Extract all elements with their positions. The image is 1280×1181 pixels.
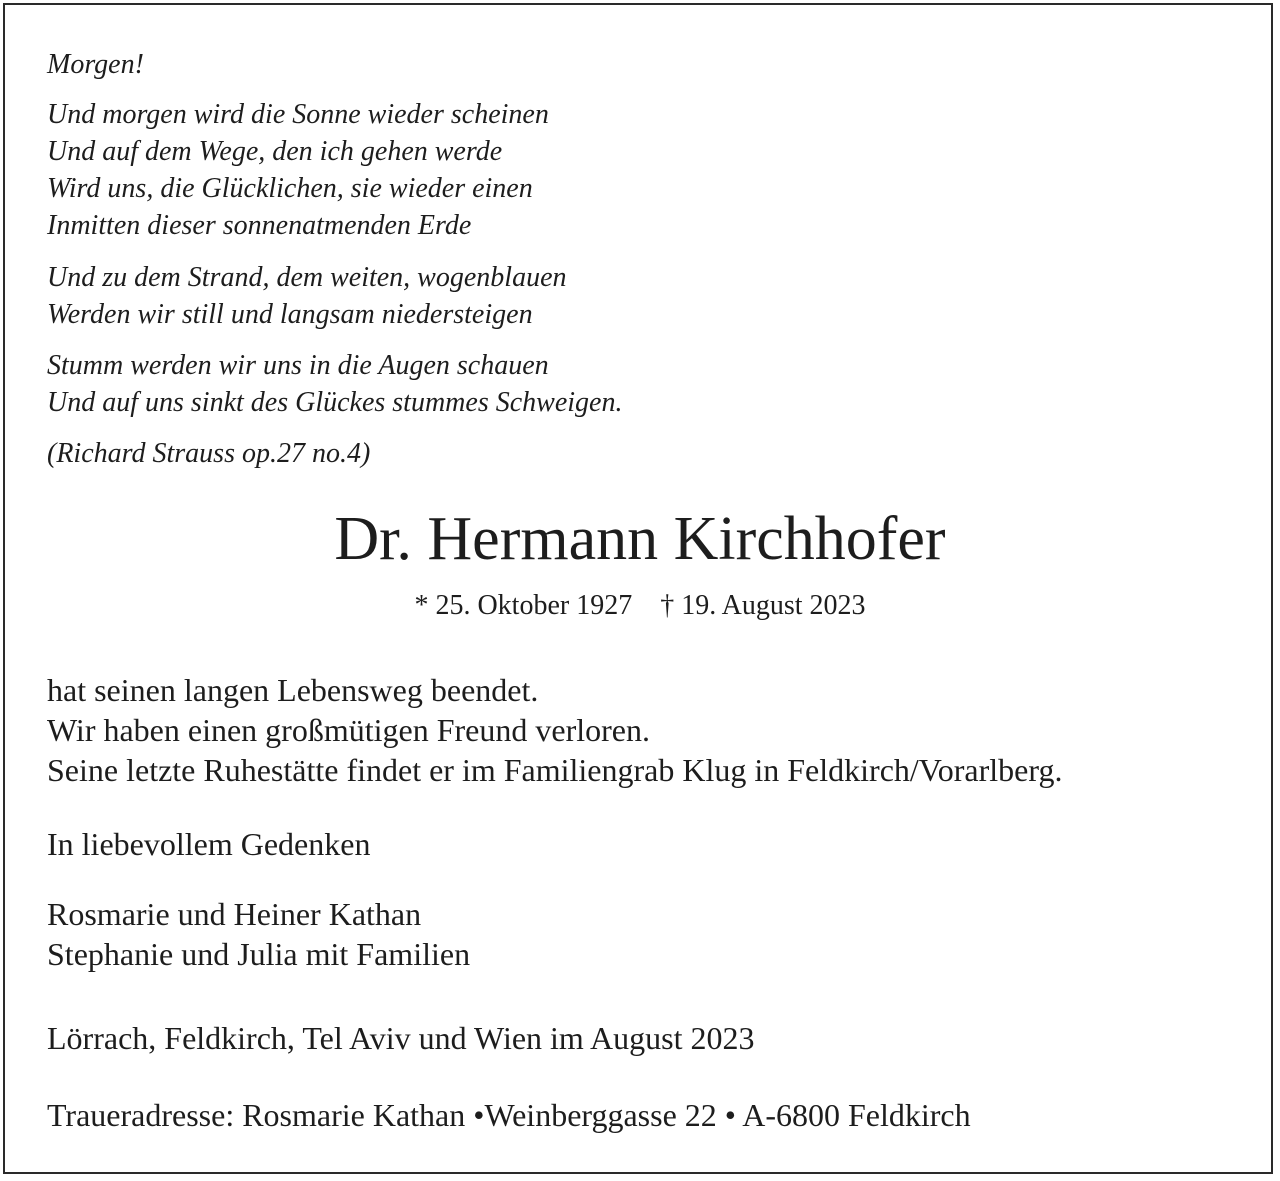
life-dates: [0, 588, 1280, 624]
place-date: Lörrach, Feldkirch, Tel Aviv und Wien im August 2023: [47, 1020, 755, 1056]
mourner-line: Stephanie und Julia mit Familien: [47, 936, 471, 972]
death-date: † 19. August 2023: [660, 590, 866, 621]
poem-stanza-3: [47, 347, 622, 421]
birth-date: * 25. Oktober 1927: [414, 590, 633, 621]
poem-title: Morgen!: [47, 49, 144, 80]
poem-line: Und auf uns sinkt des Glückes stummes Schweigen.: [47, 387, 623, 418]
poem-line: Werden wir still und langsam niedersteigen: [47, 299, 533, 330]
poem-stanza-1: [47, 96, 549, 244]
poem-attribution: (Richard Strauss op.27 no.4): [47, 438, 371, 469]
message-line: Seine letzte Ruhestätte findet er im Familiengrab Klug in Feldkirch/Vorarlberg.: [47, 752, 1063, 788]
poem-line: Und morgen wird die Sonne wieder scheinen: [47, 99, 549, 130]
poem-line: Stumm werden wir uns in die Augen schauen: [47, 350, 549, 381]
poem-line: Und zu dem Strand, dem weiten, wogenblauen: [47, 262, 567, 293]
mourner-line: Rosmarie und Heiner Kathan: [47, 896, 422, 932]
mourning-address: Traueradresse: Rosmarie Kathan •Weinberggasse 22 • A-6800 Feldkirch: [47, 1097, 971, 1133]
message-block: [47, 670, 1062, 790]
message-line: hat seinen langen Lebensweg beendet.: [47, 672, 539, 708]
deceased-name: Dr. Hermann Kirchhofer: [334, 505, 946, 573]
poem-line: Und auf dem Wege, den ich gehen werde: [47, 136, 503, 167]
poem-line: Inmitten dieser sonnenatmenden Erde: [47, 210, 472, 241]
remembrance-text: In liebevollem Gedenken: [47, 826, 371, 862]
poem-line: Wird uns, die Glücklichen, sie wieder einen: [47, 173, 533, 204]
mourners-block: [47, 894, 470, 974]
message-line: Wir haben einen großmütigen Freund verloren.: [47, 712, 650, 748]
poem-stanza-2: [47, 259, 567, 333]
